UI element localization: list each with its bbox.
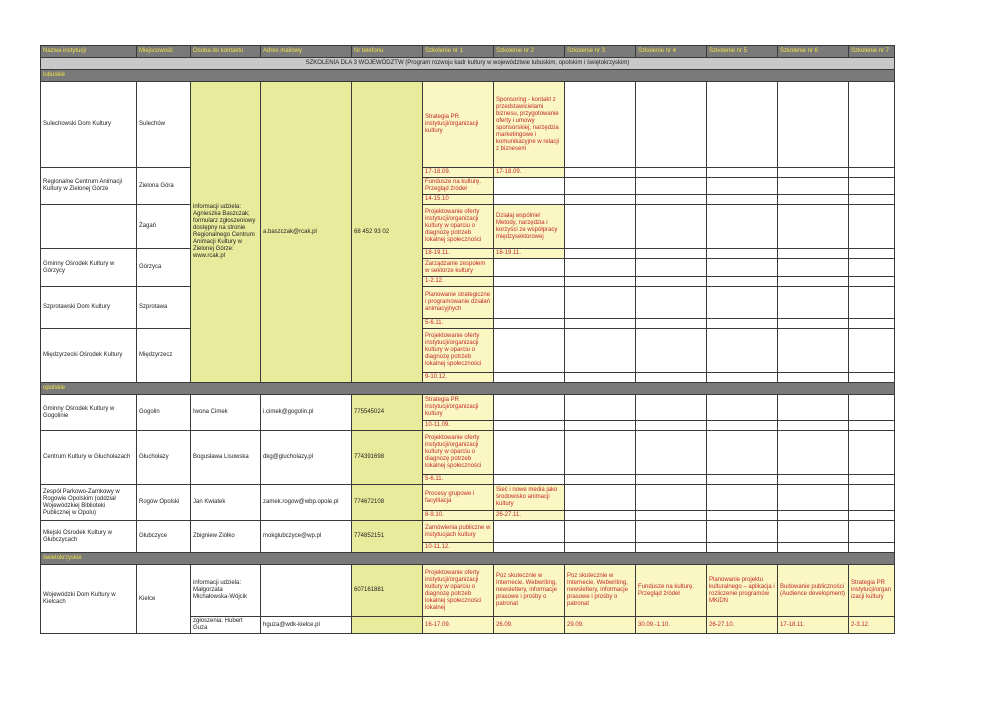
empty-cell	[565, 521, 636, 543]
phone	[352, 617, 423, 634]
training-date: 29.09.	[565, 617, 636, 634]
region-label: lubuskie	[41, 70, 895, 82]
training-topic: Strategia PR instytucji/organizacji kultury	[423, 395, 494, 421]
table-row	[41, 82, 895, 168]
empty-cell	[778, 329, 849, 373]
table-row	[41, 485, 895, 511]
empty-cell	[707, 373, 778, 383]
empty-cell	[494, 277, 565, 287]
email[interactable]: i.cimek@gogolin.pl	[261, 395, 352, 431]
training-date: 16-17.09.	[423, 617, 494, 634]
institution-name: Miejski Ośrodek Kultury w Głubczycach	[41, 521, 137, 553]
empty-cell	[565, 543, 636, 553]
empty-cell	[849, 319, 895, 329]
institution-name: Gminny Ośrodek Kultury w Gogolinie	[41, 395, 137, 431]
empty-cell	[849, 511, 895, 521]
training-date: 17-18.11.	[778, 617, 849, 634]
region-row-swietokrzyskie	[41, 553, 895, 565]
training-topic: Planowanie projektu kulturalnego – aplikacja i rozliczenie programów MKiDN	[707, 565, 778, 617]
phone: 68 452 93 02	[352, 82, 423, 383]
empty-cell	[778, 319, 849, 329]
phone: 774852151	[352, 521, 423, 553]
training-topic: Strategia PR instytucji/organizacji kultury	[849, 565, 895, 617]
training-date: 1-2.12.	[423, 277, 494, 287]
empty-cell	[849, 249, 895, 259]
empty-cell	[494, 319, 565, 329]
empty-cell	[636, 287, 707, 319]
contact-person: Jan Kwiatek	[191, 485, 261, 521]
header-cell: Adres mailowy	[261, 46, 352, 58]
city: Górzyca	[137, 249, 191, 287]
institution-name: Wojewódzki Dom Kultury w Kielcach	[41, 565, 137, 634]
training-topic: Planowanie strategiczne i programowanie działań animacyjnych	[423, 287, 494, 319]
empty-cell	[707, 319, 778, 329]
empty-cell	[707, 287, 778, 319]
training-date: 9-10.12.	[423, 373, 494, 383]
training-date: 26.09.	[494, 617, 565, 634]
table-row	[41, 565, 895, 617]
empty-cell	[778, 178, 849, 195]
empty-cell	[565, 82, 636, 168]
empty-cell	[636, 277, 707, 287]
empty-cell	[849, 195, 895, 205]
empty-cell	[636, 485, 707, 511]
empty-cell	[707, 421, 778, 431]
header-cell: Nazwa instytucji	[41, 46, 137, 58]
training-date: 18-19.11.	[423, 249, 494, 259]
empty-cell	[778, 168, 849, 178]
empty-cell	[636, 178, 707, 195]
empty-cell	[636, 329, 707, 373]
training-date: 17-18.09.	[423, 168, 494, 178]
empty-cell	[707, 521, 778, 543]
region-label: świetokrzyskie	[41, 553, 895, 565]
training-topic: Poz skutecznie w Internecie. Webwriting, newslettery, informacje prasowe i prośby o patronat	[565, 565, 636, 617]
empty-cell	[636, 319, 707, 329]
empty-cell	[565, 205, 636, 249]
training-date: 30.09.-1.10.	[636, 617, 707, 634]
institution-name: Zespół Parkowo-Zamkowy w Rogowie Opolskim (oddział Wojewódzkiej Biblioteki Publicznej w Opolu)	[41, 485, 137, 521]
institution-name: Sulechowski Dom Kultury	[41, 82, 137, 168]
institution-name: Regionalne Centrum Animacji Kultury w Zielonej Górze	[41, 168, 137, 205]
city: Gogolin	[137, 395, 191, 431]
institution-name: Międzyrzecki Ośrodek Kultury	[41, 329, 137, 383]
header-cell: Miejscowość	[137, 46, 191, 58]
email	[261, 565, 352, 617]
empty-cell	[636, 249, 707, 259]
empty-cell	[778, 373, 849, 383]
empty-cell	[636, 168, 707, 178]
header-cell: Szkolenie nr 1	[423, 46, 494, 58]
empty-cell	[494, 521, 565, 543]
training-topic: Procesy grupowe i facylitacja	[423, 485, 494, 511]
empty-cell	[565, 431, 636, 475]
empty-cell	[565, 421, 636, 431]
empty-cell	[636, 521, 707, 543]
empty-cell	[565, 373, 636, 383]
empty-cell	[778, 511, 849, 521]
training-topic: Fundusze na kulturę. Przegląd źródeł	[423, 178, 494, 195]
empty-cell	[494, 543, 565, 553]
empty-cell	[636, 373, 707, 383]
table-row	[41, 521, 895, 543]
table-row	[41, 287, 895, 319]
empty-cell	[565, 277, 636, 287]
title-row	[41, 58, 895, 70]
city: Kielce	[137, 565, 191, 634]
header-cell: Nr telefonu	[352, 46, 423, 58]
empty-cell	[849, 205, 895, 249]
table-row	[41, 329, 895, 373]
training-topic: Projektowanie oferty instytucji/organizacji kultury w oparciu o diagnozę potrzeb lokalnej społeczności	[423, 205, 494, 249]
empty-cell	[778, 521, 849, 543]
empty-cell	[849, 277, 895, 287]
empty-cell	[778, 277, 849, 287]
email[interactable]: hguza@wdk-kielce.pl	[261, 617, 352, 634]
training-date: 5-6.11.	[423, 475, 494, 485]
empty-cell	[494, 287, 565, 319]
empty-cell	[849, 82, 895, 168]
contact-person: informacji udziela: Małgorzata Michałowska-Wójcik	[191, 565, 261, 617]
training-date: 10-11.12.	[423, 543, 494, 553]
empty-cell	[494, 373, 565, 383]
training-topic: Budowanie publiczności (Audience development)	[778, 565, 849, 617]
empty-cell	[565, 168, 636, 178]
city: Zielona Góra	[137, 168, 191, 205]
empty-cell	[565, 287, 636, 319]
training-date: 2-3.12.	[849, 617, 895, 634]
empty-cell	[707, 485, 778, 511]
empty-cell	[849, 475, 895, 485]
header-cell: Szkolenie nr 2	[494, 46, 565, 58]
contact-person: zgłoszenia: Hubert Guza	[191, 617, 261, 634]
email[interactable]: a.baszczak@rcak.pl	[261, 82, 352, 383]
empty-cell	[778, 259, 849, 277]
institution-name	[41, 205, 137, 249]
contact-person: Bogusława Lisowska	[191, 431, 261, 485]
contact-person: informacji udziela: Agnieszka Baszczak; formularz zgłoszeniowy dostępny na stronie Regionalnego Centrum Animacji Kultury w Zielonej Górze: www.rcak.pl	[191, 82, 261, 383]
table-row	[41, 431, 895, 475]
header-cell: Szkolenie nr 6	[778, 46, 849, 58]
region-row-opolskie	[41, 383, 895, 395]
empty-cell	[778, 475, 849, 485]
training-date: 18-19.11.	[494, 249, 565, 259]
empty-cell	[707, 178, 778, 195]
training-topic: Projektowanie oferty instytucji/organizacji kultury w oparciu o diagnozę potrzeb lokalnej społeczności	[423, 431, 494, 475]
contact-person: Zbigniew Ziółko	[191, 521, 261, 553]
empty-cell	[494, 329, 565, 373]
city: Rogów Opolski	[137, 485, 191, 521]
empty-cell	[778, 287, 849, 319]
empty-cell	[707, 511, 778, 521]
training-topic: Projektowanie oferty instytucji/organizacji kultury w oparciu o diagnozę potrzeb lokalnej społeczności	[423, 329, 494, 373]
empty-cell	[565, 249, 636, 259]
table-row	[41, 395, 895, 421]
training-schedule-table	[40, 45, 895, 634]
empty-cell	[849, 373, 895, 383]
phone: 775545024	[352, 395, 423, 431]
empty-cell	[707, 259, 778, 277]
empty-cell	[778, 195, 849, 205]
empty-cell	[636, 395, 707, 421]
training-topic: Poz skutecznie w Internecie. Webwriting, newslettery, informacje prasowe i prośby o patronat	[494, 565, 565, 617]
empty-cell	[565, 395, 636, 421]
city: Sulechów	[137, 82, 191, 168]
empty-cell	[849, 259, 895, 277]
training-date: 26-27.10.	[707, 617, 778, 634]
empty-cell	[494, 475, 565, 485]
empty-cell	[636, 82, 707, 168]
empty-cell	[778, 485, 849, 511]
empty-cell	[778, 421, 849, 431]
phone: 607161881	[352, 565, 423, 617]
empty-cell	[636, 431, 707, 475]
training-date: 5-6.11.	[423, 319, 494, 329]
training-date: 10-11.09.	[423, 421, 494, 431]
empty-cell	[636, 543, 707, 553]
empty-cell	[707, 82, 778, 168]
empty-cell	[494, 195, 565, 205]
empty-cell	[707, 168, 778, 178]
city: Żagań	[137, 205, 191, 249]
city: Międzyrzecz	[137, 329, 191, 383]
training-date: 17-18.09.	[494, 168, 565, 178]
empty-cell	[849, 287, 895, 319]
city: Głubczyce	[137, 521, 191, 553]
institution-name: Centrum Kultury w Głuchołazach	[41, 431, 137, 485]
phone: 774672108	[352, 485, 423, 521]
training-topic: Fundusze na kulturę. Przegląd źródeł	[636, 565, 707, 617]
empty-cell	[565, 259, 636, 277]
training-topic: Projektowanie oferty instytucji/organizacji kultury w oparciu o diagnozę potrzeb lokalnej społeczności lokalnej	[423, 565, 494, 617]
empty-cell	[636, 475, 707, 485]
empty-cell	[778, 249, 849, 259]
empty-cell	[494, 178, 565, 195]
empty-cell	[636, 511, 707, 521]
empty-cell	[707, 249, 778, 259]
empty-cell	[707, 543, 778, 553]
header-cell: Osoba do kontaktu	[191, 46, 261, 58]
table-row	[41, 249, 895, 259]
empty-cell	[849, 178, 895, 195]
institution-name: Szprotawski Dom Kultury	[41, 287, 137, 329]
empty-cell	[707, 195, 778, 205]
table-title: SZKOLENIA DLA 3 WOJEWÓDZTW (Program rozwoju kadr kultury w województwie lubuskim, opolskim i świętokrzyskim)	[41, 58, 895, 70]
empty-cell	[778, 395, 849, 421]
header-cell: Szkolenie nr 5	[707, 46, 778, 58]
empty-cell	[778, 543, 849, 553]
empty-cell	[849, 329, 895, 373]
training-topic: Zamówienia publiczne w instytucjach kultury	[423, 521, 494, 543]
email[interactable]: zamek.rogow@wbp.opole.pl	[261, 485, 352, 521]
training-topic: Zarządzanie zespołem w sektorze kultury	[423, 259, 494, 277]
empty-cell	[494, 431, 565, 475]
training-topic: Sieć i nowe media jako środowisko animacji kultury	[494, 485, 565, 511]
empty-cell	[849, 421, 895, 431]
training-date: 8-9.10.	[423, 511, 494, 521]
training-date: 26-27.11.	[494, 511, 565, 521]
empty-cell	[636, 259, 707, 277]
empty-cell	[565, 329, 636, 373]
city: Głuchołazy	[137, 431, 191, 485]
empty-cell	[849, 521, 895, 543]
empty-cell	[707, 431, 778, 475]
empty-cell	[778, 431, 849, 475]
empty-cell	[565, 485, 636, 511]
empty-cell	[494, 259, 565, 277]
email[interactable]: mokglubczyce@wp.pl	[261, 521, 352, 553]
table-row	[41, 205, 895, 249]
empty-cell	[778, 205, 849, 249]
contact-person: Iwona Cimek	[191, 395, 261, 431]
city: Szprotawa	[137, 287, 191, 329]
empty-cell	[565, 475, 636, 485]
region-label: opolskie	[41, 383, 895, 395]
empty-cell	[707, 395, 778, 421]
empty-cell	[565, 195, 636, 205]
header-cell: Szkolenie nr 3	[565, 46, 636, 58]
empty-cell	[565, 319, 636, 329]
empty-cell	[849, 168, 895, 178]
empty-cell	[707, 277, 778, 287]
empty-cell	[636, 421, 707, 431]
header-row	[41, 46, 895, 58]
empty-cell	[778, 82, 849, 168]
region-row-lubuskie	[41, 70, 895, 82]
empty-cell	[849, 485, 895, 511]
email[interactable]: dkg@glucholazy.pl	[261, 431, 352, 485]
empty-cell	[494, 421, 565, 431]
training-topic: Sponsoring - kontakt z przedstawicielami biznesu, przygotowanie oferty i umowy sponsorskiej, narzędzia marketingowe i komunikacyjne w relacji z biznesem	[494, 82, 565, 168]
table-row	[41, 168, 895, 178]
header-cell: Szkolenie nr 4	[636, 46, 707, 58]
training-topic: Działaj wspólnie! Metody, narzędzia i korzyści ze współpracy międzysektorowej	[494, 205, 565, 249]
training-topic: Strategia PR instytucji/organizacji kultury	[423, 82, 494, 168]
empty-cell	[494, 395, 565, 421]
training-date: 14-15.10	[423, 195, 494, 205]
empty-cell	[565, 178, 636, 195]
empty-cell	[636, 205, 707, 249]
phone: 774391698	[352, 431, 423, 485]
empty-cell	[707, 329, 778, 373]
empty-cell	[849, 431, 895, 475]
empty-cell	[565, 511, 636, 521]
institution-name: Gminny Ośrodek Kultury w Górzycy	[41, 249, 137, 287]
empty-cell	[849, 395, 895, 421]
empty-cell	[707, 205, 778, 249]
empty-cell	[707, 475, 778, 485]
empty-cell	[849, 543, 895, 553]
empty-cell	[636, 195, 707, 205]
header-cell: Szkolenie nr 7	[849, 46, 895, 58]
